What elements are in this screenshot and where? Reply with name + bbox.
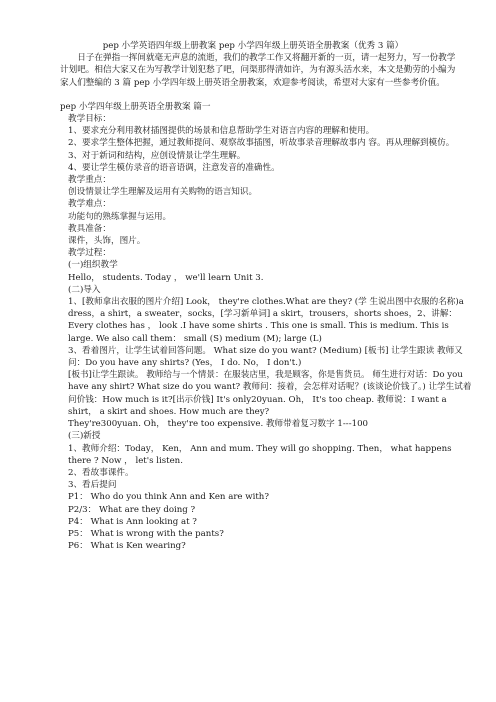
content-line: 教学重点： — [68, 175, 111, 186]
content-line: 3、看后提问 — [68, 480, 117, 491]
content-line: 3、看着图片，让学生试着回答问题。 What size do you want? (Medium) [板书] 让学生跟读 教师又问：Do you have any shirts? (Yes， I do. No， I don't.) — [68, 345, 463, 369]
content-line: 3、对于新词和结构，应创设情景让学生理解。 — [68, 150, 246, 161]
content-line: 功能句的熟练掌握与运用。 — [68, 211, 172, 222]
content-line: 教学过程： — [68, 248, 111, 259]
content-line: (二)导入 — [68, 284, 101, 295]
content-line: 1、[教师拿出衣服的图片介绍] Look， they're clothes.What are they? (学 生说出图中衣服的名称)a dress，a shirt，a sweater，socks，[学习新单词] a skirt，trousers，shorts shoes，2、讲解：Every clothes has ， look .I have some shirts . This one is small. This is medium. This is large. We also call them： small (S) medium (M); large (L) — [68, 297, 464, 344]
content-line: 创设情景让学生理解及运用有关购物的语言知识。 — [68, 187, 258, 198]
content-line: 课件，头饰，图片。 — [68, 236, 146, 247]
content-line: P5： What is wrong with the pants? — [68, 528, 224, 539]
content-line: 2、要求学生整体把握，通过教师提问、观察故事插图，听故事录音理解故事内 容。再从理解到模仿。 — [68, 138, 455, 149]
content-line: 教学难点： — [68, 199, 111, 210]
content-line: 教学目标： — [68, 114, 111, 125]
content-line: 1、教师介绍：Today， Ken， Ann and mum. They will go shopping. Then， what happens there ? Now ， let's listen. — [68, 443, 452, 466]
content-line: [板书]让学生跟读。 教师给与一个情景：在服装店里，我是顾客，你是售货员。 师生进行对话：Do you have any shirt? What size do you want? 教师问：接着，会怎样对话呢？(该谈论价钱了。) 让学生试着问价钱：How much is it?[出示价钱] It's only20yuan. Oh， It's too cheap. 教师说：I want a shirt， a skirt and shoes. How much are they? — [68, 370, 472, 417]
lesson-content — [68, 113, 472, 552]
spacer — [88, 89, 432, 101]
content-line: 4、要让学生模仿录音的语音语调，注意发音的准确性。 — [68, 162, 280, 173]
content-line: 教具准备： — [68, 223, 111, 234]
content-line: (一)组织教学 — [68, 260, 118, 271]
content-line: P4： What is Ann looking at ? — [68, 516, 197, 527]
content-line: P2/3： What are they doing ? — [68, 504, 196, 515]
intro-text: 日子在弹指一挥间就毫无声息的流逝，我们的教学工作又将翻开新的一页，请一起努力，写一份教学计划吧。相信大家又在为写教学计划犯愁了吧，问渠那得清如许，为有源头活水来，本文是勤劳的小编为家人们整编的 3 篇 pep 小学四年级上册英语全册教案，欢迎参考阅读，希望对大家有一些参考价值。 — [60, 53, 456, 88]
content-line: 1、要求充分利用教材插图提供的场景和信息帮助学生对语言内容的理解和使用。 — [68, 126, 375, 137]
content-line: Hello， students. Today ， we'll learn Unit 3. — [68, 272, 264, 283]
document-title: pep 小学英语四年级上册教案 pep 小学四年级上册英语全册教案（优秀 3 篇） — [102, 41, 404, 51]
content-line: P6： What is Ken wearing? — [68, 541, 186, 552]
content-line: (三)新授 — [68, 431, 101, 442]
content-line: They're300yuan. Oh， they're too expensive. 教师带着复习数字 1---100 — [68, 419, 369, 430]
intro-paragraph — [60, 52, 460, 89]
section-title: pep 小学四年级上册英语全册教案 篇一 — [60, 101, 211, 112]
content-line: P1： Who do you think Ann and Ken are with? — [68, 492, 269, 503]
content-line: 2、看故事课件。 — [68, 467, 134, 478]
